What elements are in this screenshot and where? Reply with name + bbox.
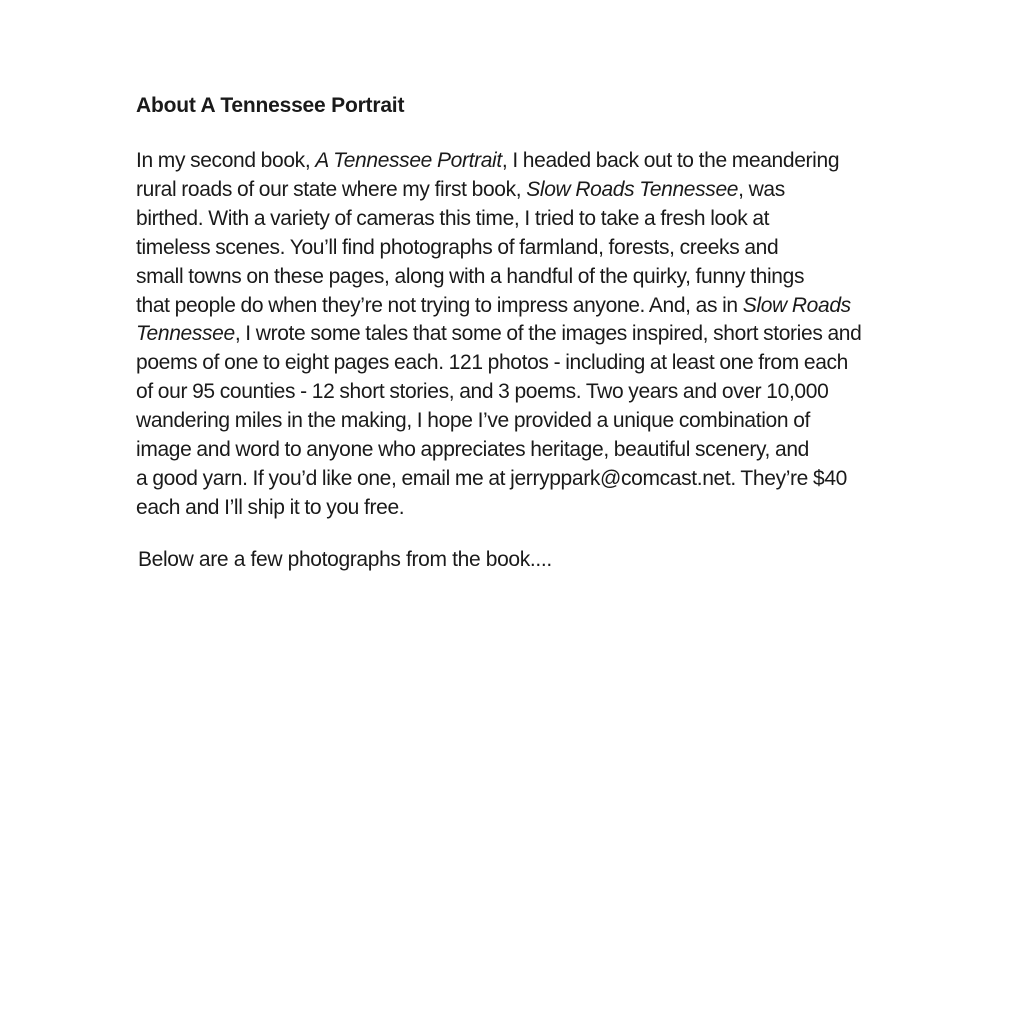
description-paragraph [136,147,956,523]
about-section [136,92,956,574]
paragraph-line-3: birthed. With a variety of cameras this time, I tried to take a fresh look at [136,206,770,230]
line-text: , I wrote some tales that some of the images inspired, short stories and [234,322,862,346]
photos-intro-text: Below are a few photographs from the book.... [138,547,552,571]
line-text: rural roads of our state where my first book, [136,177,527,201]
book-title-tennessee: Tennessee [136,322,235,346]
line-text: , was [738,177,785,201]
paragraph-line-1 [136,147,956,176]
paragraph-line-4: timeless scenes. You’ll find photographs of farmland, forests, creeks and [136,235,779,259]
line-text: that people do when they’re not trying to impress anyone. And, as in [136,293,743,317]
paragraph-line-7 [136,320,956,349]
paragraph-line-2 [136,176,956,205]
paragraph-line-11: image and word to anyone who appreciates heritage, beautiful scenery, and [136,438,810,462]
paragraph-line-10: wandering miles in the making, I hope I’ve provided a unique combination of [136,409,811,433]
book-title-a-tennessee-portrait: A Tennessee Portrait [315,149,502,172]
line-text: In my second book, [136,149,316,172]
paragraph-line-13: each and I’ll ship it to you free. [136,495,405,519]
paragraph-line-9: of our 95 counties - 12 short stories, and 3 poems. Two years and over 10,000 [136,380,829,404]
paragraph-line-5: small towns on these pages, along with a handful of the quirky, funny things [136,264,805,288]
paragraph-line-6 [136,292,956,321]
book-title-slow-roads-tennessee: Slow Roads Tennessee [526,177,739,201]
paragraph-line-8: poems of one to eight pages each. 121 photos - including at least one from each [136,351,849,375]
page-title: About A Tennessee Portrait [136,94,405,117]
line-text: , I headed back out to the meandering [501,149,840,172]
book-title-slow-roads: Slow Roads [742,293,851,317]
paragraph-line-12: a good yarn. If you’d like one, email me at jerryppark@comcast.net. They’re $40 [136,466,847,490]
